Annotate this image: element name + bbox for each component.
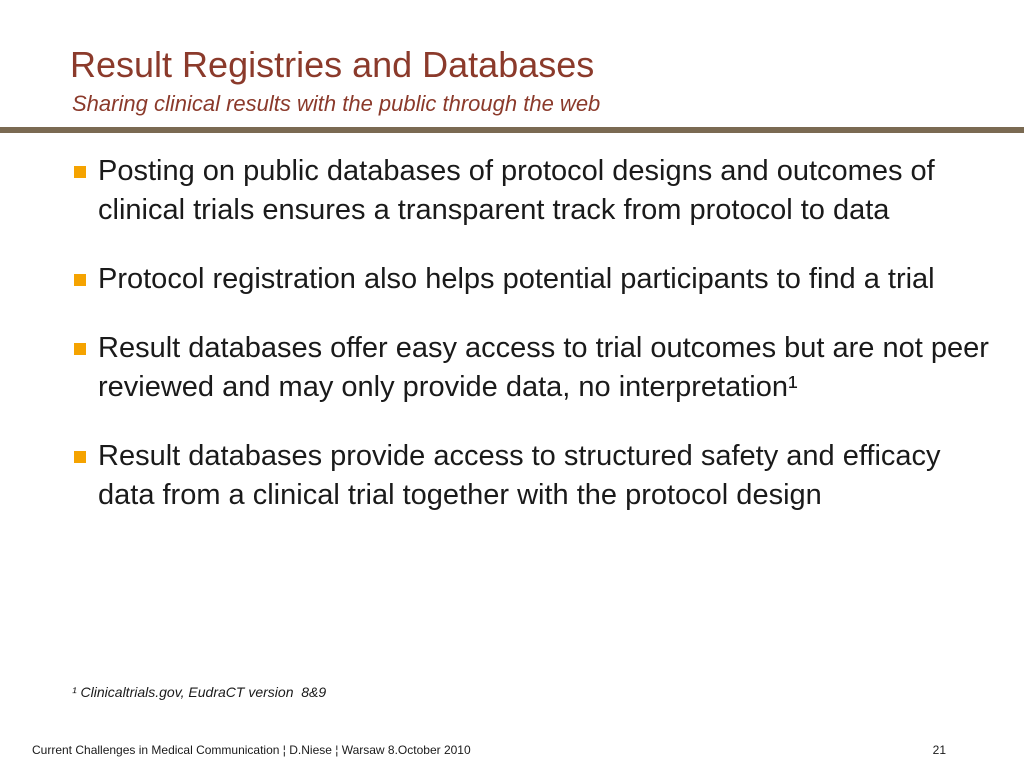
square-bullet-icon [74,166,86,178]
slide-subtitle: Sharing clinical results with the public through the web [72,91,601,116]
bullet-list [72,152,992,515]
bullet-item [72,329,992,407]
bullet-item [72,260,992,299]
slide-title: Result Registries and Databases [70,44,595,85]
bullet-item [72,437,992,515]
bullet-item [72,152,992,230]
page-number: 21 [932,743,946,757]
footer-text: Current Challenges in Medical Communication ¦ D.Niese ¦ Warsaw 8.October 2010 [32,743,471,757]
square-bullet-icon [74,343,86,355]
square-bullet-icon [74,451,86,463]
footnote: ¹ Clinicaltrials.gov, EudraCT version 8&9 [72,684,327,700]
bullet-text: Result databases offer easy access to trial outcomes but are not peer reviewed and may only provide data, no interpretation¹ [98,332,989,403]
bullet-text: Posting on public databases of protocol designs and outcomes of clinical trials ensures a transparent track from protocol to data [98,155,935,226]
bullet-text: Protocol registration also helps potential participants to find a trial [98,263,935,295]
bullet-text: Result databases provide access to structured safety and efficacy data from a clinical trial together with the protocol design [98,440,941,511]
title-divider [0,127,1024,133]
square-bullet-icon [74,274,86,286]
